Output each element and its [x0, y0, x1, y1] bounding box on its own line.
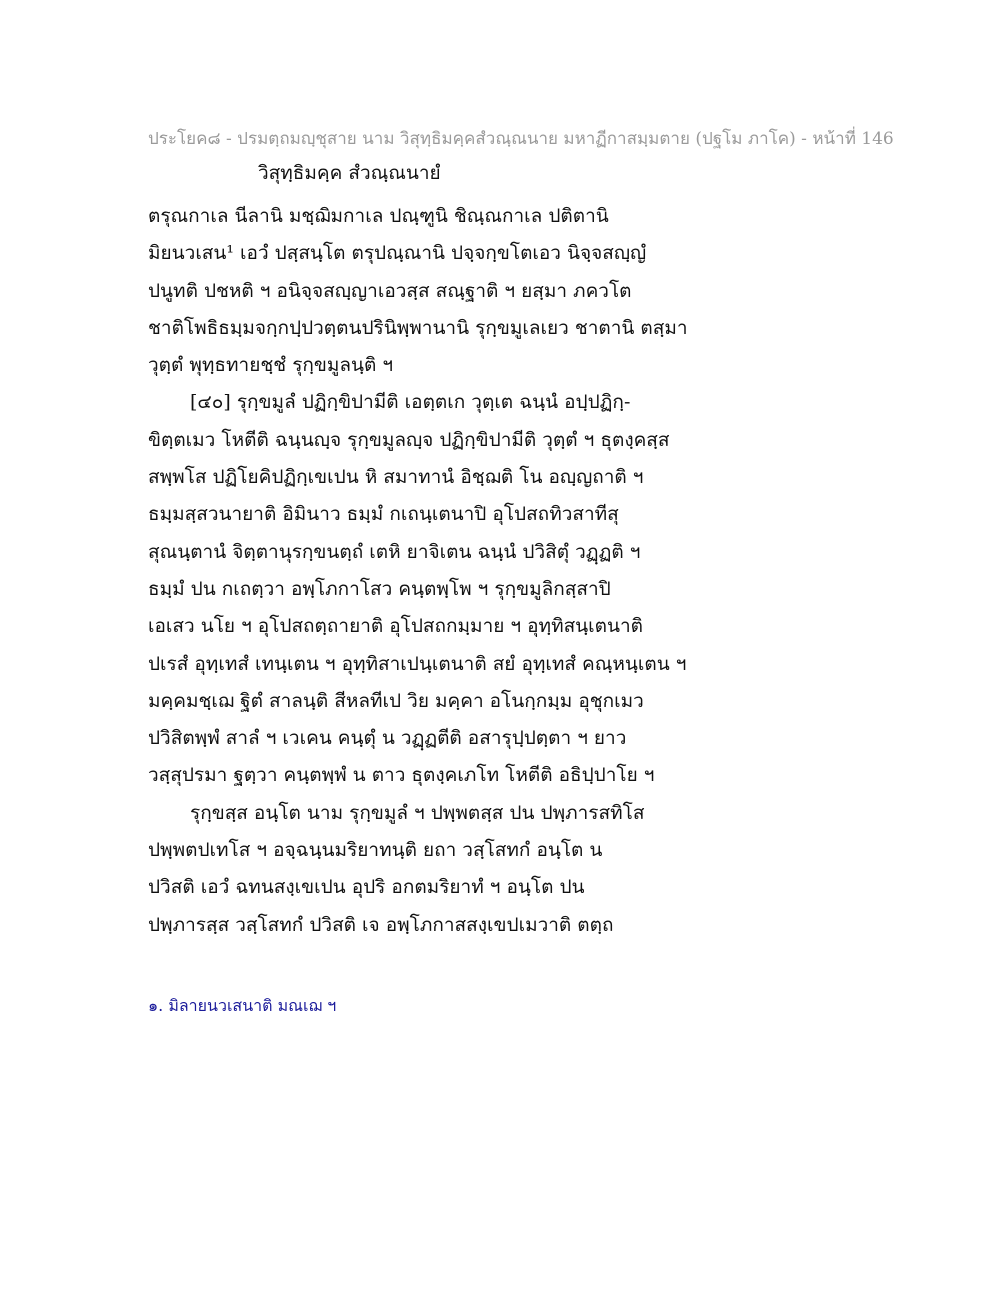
text-line: ปพฺภารสฺส วสฺโสทกํ ปวิสติ เจ อพฺโภกาสสงฺเขปเมวาติ ตตฺถ	[148, 913, 614, 936]
text-line: ปเรสํ อุทฺเทสํ เทนฺเตน ฯ อุทฺทิสาเปนฺเตนาติ สยํ อุทฺเทสํ คณฺหนฺเตน ฯ	[148, 652, 687, 675]
text-line: มคฺคมชฺเฌ ฐิตํ สาลนฺติ สีหลทีเป วิย มคฺคา อโนกฺกมฺม อุชุกเมว	[148, 689, 644, 712]
text-line: สพฺพโส ปฏิโยคิปฏิกฺเขเปน หิ สมาทานํ อิชฺฌติ โน อญฺญถาติ ฯ	[148, 466, 644, 489]
page-title: วิสุทฺธิมคฺค สํวณฺณนายํ	[258, 162, 441, 184]
text-line: ปวิสิตพฺพํ สาลํ ฯ เวเคน คนฺตุํ น วฏฺฏตีติ อสารุปฺปตฺตา ฯ ยาว	[148, 727, 627, 750]
body-text	[148, 198, 868, 944]
text-line: ปนูทติ ปชหติ ฯ อนิจฺจสญฺญาเอวสฺส สณฺฐาติ ฯ ยสฺมา ภควโต	[148, 279, 632, 302]
text-line: ธมฺมํ ปน กเถตฺวา อพฺโภกาโสว คนฺตพฺโพ ฯ รุกฺขมูลิกสฺสาปิ	[148, 577, 611, 600]
text-line: วสฺสุปรมา ฐตฺวา คนฺตพฺพํ น ตาว ธุตงฺคเภโท โหตีติ อธิปฺปาโย ฯ	[148, 764, 655, 787]
text-line: สุณนฺตานํ จิตฺตานุรกฺขนตฺถํ เตหิ ยาจิเตน ฉนฺนํ ปวิสิตุํ วฏฺฏติ ฯ	[148, 540, 641, 563]
paragraph-start-line: [๔๐] รุกฺขมูลํ ปฏิกฺขิปามีติ เอตฺตเก วุตฺเต ฉนฺนํ อปฺปฏิกฺ-	[190, 391, 631, 414]
text-line: ขิตฺตเมว โหตีติ ฉนฺนญฺจ รุกฺขมูลญฺจ ปฏิกฺขิปามีติ วุตฺตํ ฯ ธุตงฺคสฺส	[148, 428, 670, 451]
text-line: เอเสว นโย ฯ อุโปสถตฺถายาติ อุโปสถกมฺมาย ฯ อุทฺทิสนฺเตนาติ	[148, 615, 644, 638]
text-line: ชาติโพธิธมฺมจกฺกปฺปวตฺตนปรินิพฺพานานิ รุกฺขมูเลเยว ชาตานิ ตสฺมา	[148, 316, 688, 339]
text-line: ปวิสติ เอวํ ฉทนสงฺเขเปน อุปริ อกตมริยาทํ ฯ อนฺโต ปน	[148, 876, 585, 899]
page-header: ประโยค๘ - ปรมตฺถมญฺชุสาย นาม วิสุทฺธิมคฺคสํวณฺณนาย มหาฏีกาสมฺมตาย (ปฐโม ภาโค) - หน้าที่ 146	[148, 129, 894, 149]
text-line: ธมฺมสฺสวนายาติ อิมินาว ธมฺมํ กเถนฺเตนาปิ อุโปสถทิวสาทีสุ	[148, 503, 619, 526]
text-line: ปพฺพตปเทโส ฯ อจฺฉนฺนมริยาทนฺติ ยถา วสฺโสทกํ อนฺโต น	[148, 839, 603, 862]
footnote: ๑. มิลายนวเสนาติ มณเฌ ฯ	[148, 996, 337, 1015]
text-line: มิยนวเสน¹ เอวํ ปสฺสนฺโต ตรุปณฺณานิ ปจฺจกฺขโตเอว นิจฺจสญฺญํ	[148, 242, 647, 265]
paragraph-start-line: รุกฺขสฺส อนฺโต นาม รุกฺขมูลํ ฯ ปพฺพตสฺส ปน ปพฺภารสทิโส	[190, 801, 645, 824]
text-line: วุตฺตํ พุทฺธทายชฺชํ รุกฺขมูลนฺติ ฯ	[148, 354, 394, 377]
text-line: ตรุณกาเล นีลานิ มชฺฌิมกาเล ปณฺฑูนิ ชิณฺณกาเล ปติตานิ	[148, 205, 609, 227]
